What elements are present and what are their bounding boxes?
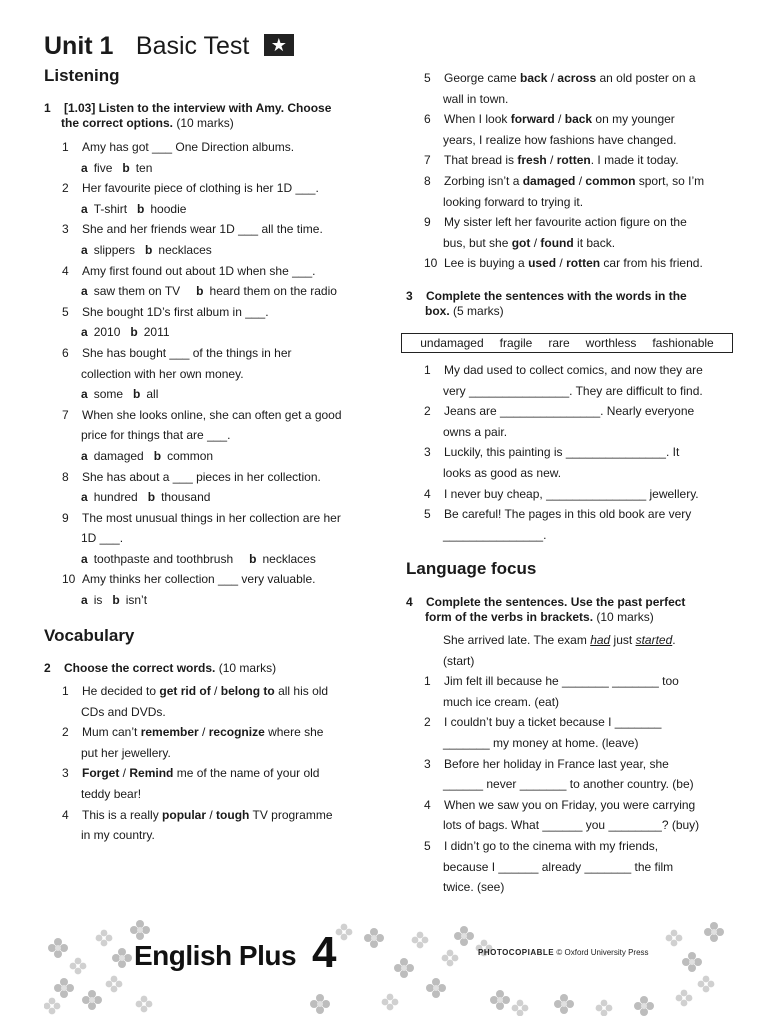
list-item: 4 I never buy cheap, _______________ jewellery.	[424, 486, 699, 501]
star-icon: ★	[264, 34, 294, 56]
vocabulary-heading: Vocabulary	[44, 626, 135, 645]
list-item: 5 Be careful! The pages in this old book are very	[424, 507, 692, 522]
task1-marks: (10 marks)	[176, 116, 234, 130]
list-item: 9 My sister left her favourite action figure on the	[424, 215, 687, 230]
task3-instruction: 3 Complete the sentences with the words in the box. (5 marks)	[406, 289, 687, 318]
list-item: 2 Her favourite piece of clothing is her 1D ___.	[62, 181, 319, 196]
options: a is b isn’t	[81, 593, 148, 608]
task1-number: 1	[44, 101, 51, 115]
language-focus-heading: Language focus	[406, 559, 537, 578]
task3-items: 1 My dad used to collect comics, and now they are very _______________. They are difficult to find. 2 Jeans are _______________. Nearly everyone owns a pair. 3 Luckily, this painting is _______________. It looks as good as new. 4 I never buy cheap, _______________ jewellery. 5 Be careful! The pages in this old book are very _______________.	[424, 360, 744, 545]
list-item: 4 Amy first found out about 1D when she ___.	[62, 263, 316, 278]
vocabulary-items-left: 1 He decided to get rid of / belong to all his old CDs and DVDs. 2 Mum can’t remember / recognize where she put her jewellery. 3 Forget / Remind me of the name of your old teddy bear! 4 This is a really popular / tough TV programme in my country.	[62, 681, 382, 846]
list-item: 3 She and her friends wear 1D ___ all the time.	[62, 222, 323, 237]
options: a T-shirt b hoodie	[81, 201, 187, 216]
vocabulary-items-right: 5 George came back / across an old poster on a wall in town. 6 When I look forward / back on my younger years, I realize how fashions have changed. 7 That bread is fresh / rotten. I made it today. 8 Zorbing isn’t a damaged / common sport, so I’m looking forward to trying it. 9 My sister left her favourite action figure on the bus, but she got / found it back. 10 Lee is buying a used / rotten car from his friend.	[424, 68, 744, 274]
list-item: 10 Lee is buying a used / rotten car from his friend.	[424, 256, 703, 271]
test-title: Basic Test	[135, 32, 250, 60]
list-item: 8 She has about a ___ pieces in her collection.	[62, 469, 321, 484]
options: a saw them on TV b heard them on the radio	[81, 284, 337, 299]
options: a some b all	[81, 387, 159, 402]
options: a five b ten	[81, 160, 153, 175]
list-item: 2 I couldn’t buy a ticket because I _______	[424, 715, 662, 730]
example-sentence: She arrived late. The exam had just started.	[443, 633, 676, 647]
list-item: 2 Mum can’t remember / recognize where she	[62, 725, 324, 740]
listening-heading: Listening	[44, 66, 120, 85]
list-item: 5 She bought 1D’s first album in ___.	[62, 304, 269, 319]
task4-items: She arrived late. The exam had just started. (start) 1 Jim felt ill because he _______ _______ too much ice cream. (eat) 2 I couldn’t buy a ticket because I _______ _______ my money at home. (leave) 3 Before her holiday in France last year, she ______ never _______ to another country. (be) 4 When we saw you on Friday, you were carrying lots of bags. What ______ you ________? (buy) 5 I didn’t go to the cinema with my friends, because I ______ already _______ the film twice. (see)	[424, 630, 744, 898]
task2-instruction: 2 Choose the correct words. (10 marks)	[44, 661, 277, 675]
copyright-notice: PHOTOCOPIABLE © Oxford University Press	[478, 948, 649, 957]
list-item: 3 Before her holiday in France last year, she	[424, 756, 669, 771]
list-item: 6 When I look forward / back on my younger	[424, 112, 675, 127]
list-item: 5 George came back / across an old poster on a	[424, 71, 696, 85]
options: a 2010 b 2011	[81, 325, 170, 340]
list-item: 3 Forget / Remind me of the name of your old	[62, 766, 320, 781]
options: a toothpaste and toothbrush b necklaces	[81, 551, 316, 566]
list-item: 10 Amy thinks her collection ___ very valuable.	[62, 572, 316, 587]
list-item: 4 When we saw you on Friday, you were carrying	[424, 797, 696, 812]
options: a damaged b common	[81, 448, 214, 463]
task1-instruction	[44, 101, 331, 131]
list-item: 7 That bread is fresh / rotten. I made it today.	[424, 153, 679, 168]
list-item: 1 Amy has got ___ One Direction albums.	[62, 140, 295, 154]
list-item: 3 Luckily, this painting is _______________. It	[424, 445, 680, 460]
unit-label: Unit 1	[44, 32, 114, 60]
options: a hundred b thousand	[81, 490, 211, 505]
list-item: 1 My dad used to collect comics, and now they are	[424, 363, 703, 377]
list-item: 9 The most unusual things in her collection are her	[62, 510, 341, 525]
brand-logo: English Plus	[134, 940, 297, 971]
brand-level: 4	[312, 928, 337, 977]
listening-items: 1 Amy has got ___ One Direction albums. a five b ten 2 Her favourite piece of clothing is her 1D ___. a T-shirt b hoodie 3 She and her friends wear 1D ___ all the time. a slippers b necklaces 4 Amy first found out about 1D when she ___. a saw them on TV b heard them on the radio 5 She bought 1D’s first album in ___. a 2010 b 2011 6 She has bought ___ of the things in her collection with her own money. a some b all 7 When she looks online, she can often get a good price for things that are ___. a damaged b common 8 She has about a ___ pieces in her collection. a hundred b thousand 9 The most unusual things in her collection are her 1D ___. a toothpaste and toothbrush b necklaces 10 Amy thinks her collection ___ very valuable. a is b isn’t	[62, 137, 382, 611]
task4-instruction: 4 Complete the sentences. Use the past perfect form of the verbs in brackets. (10 marks)	[406, 595, 686, 624]
task1-line2: the correct options.	[61, 116, 174, 130]
list-item: 4 This is a really popular / tough TV programme	[62, 807, 333, 822]
list-item: 5 I didn’t go to the cinema with my friends,	[424, 838, 659, 853]
list-item: 7 When she looks online, she can often get a good	[62, 407, 342, 422]
task1-line1: [1.03] Listen to the interview with Amy. Choose	[64, 101, 332, 115]
list-item: 8 Zorbing isn’t a damaged / common sport, so I’m	[424, 173, 705, 188]
list-item: 6 She has bought ___ of the things in her	[62, 345, 292, 360]
options: a slippers b necklaces	[81, 242, 212, 257]
list-item: 1 He decided to get rid of / belong to all his old	[62, 684, 329, 698]
word-box: undamaged fragile rare worthless fashionable	[401, 333, 733, 353]
list-item: 1 Jim felt ill because he _______ _______ too	[424, 674, 679, 689]
page-title	[44, 32, 294, 61]
list-item: 2 Jeans are _______________. Nearly everyone	[424, 404, 695, 419]
